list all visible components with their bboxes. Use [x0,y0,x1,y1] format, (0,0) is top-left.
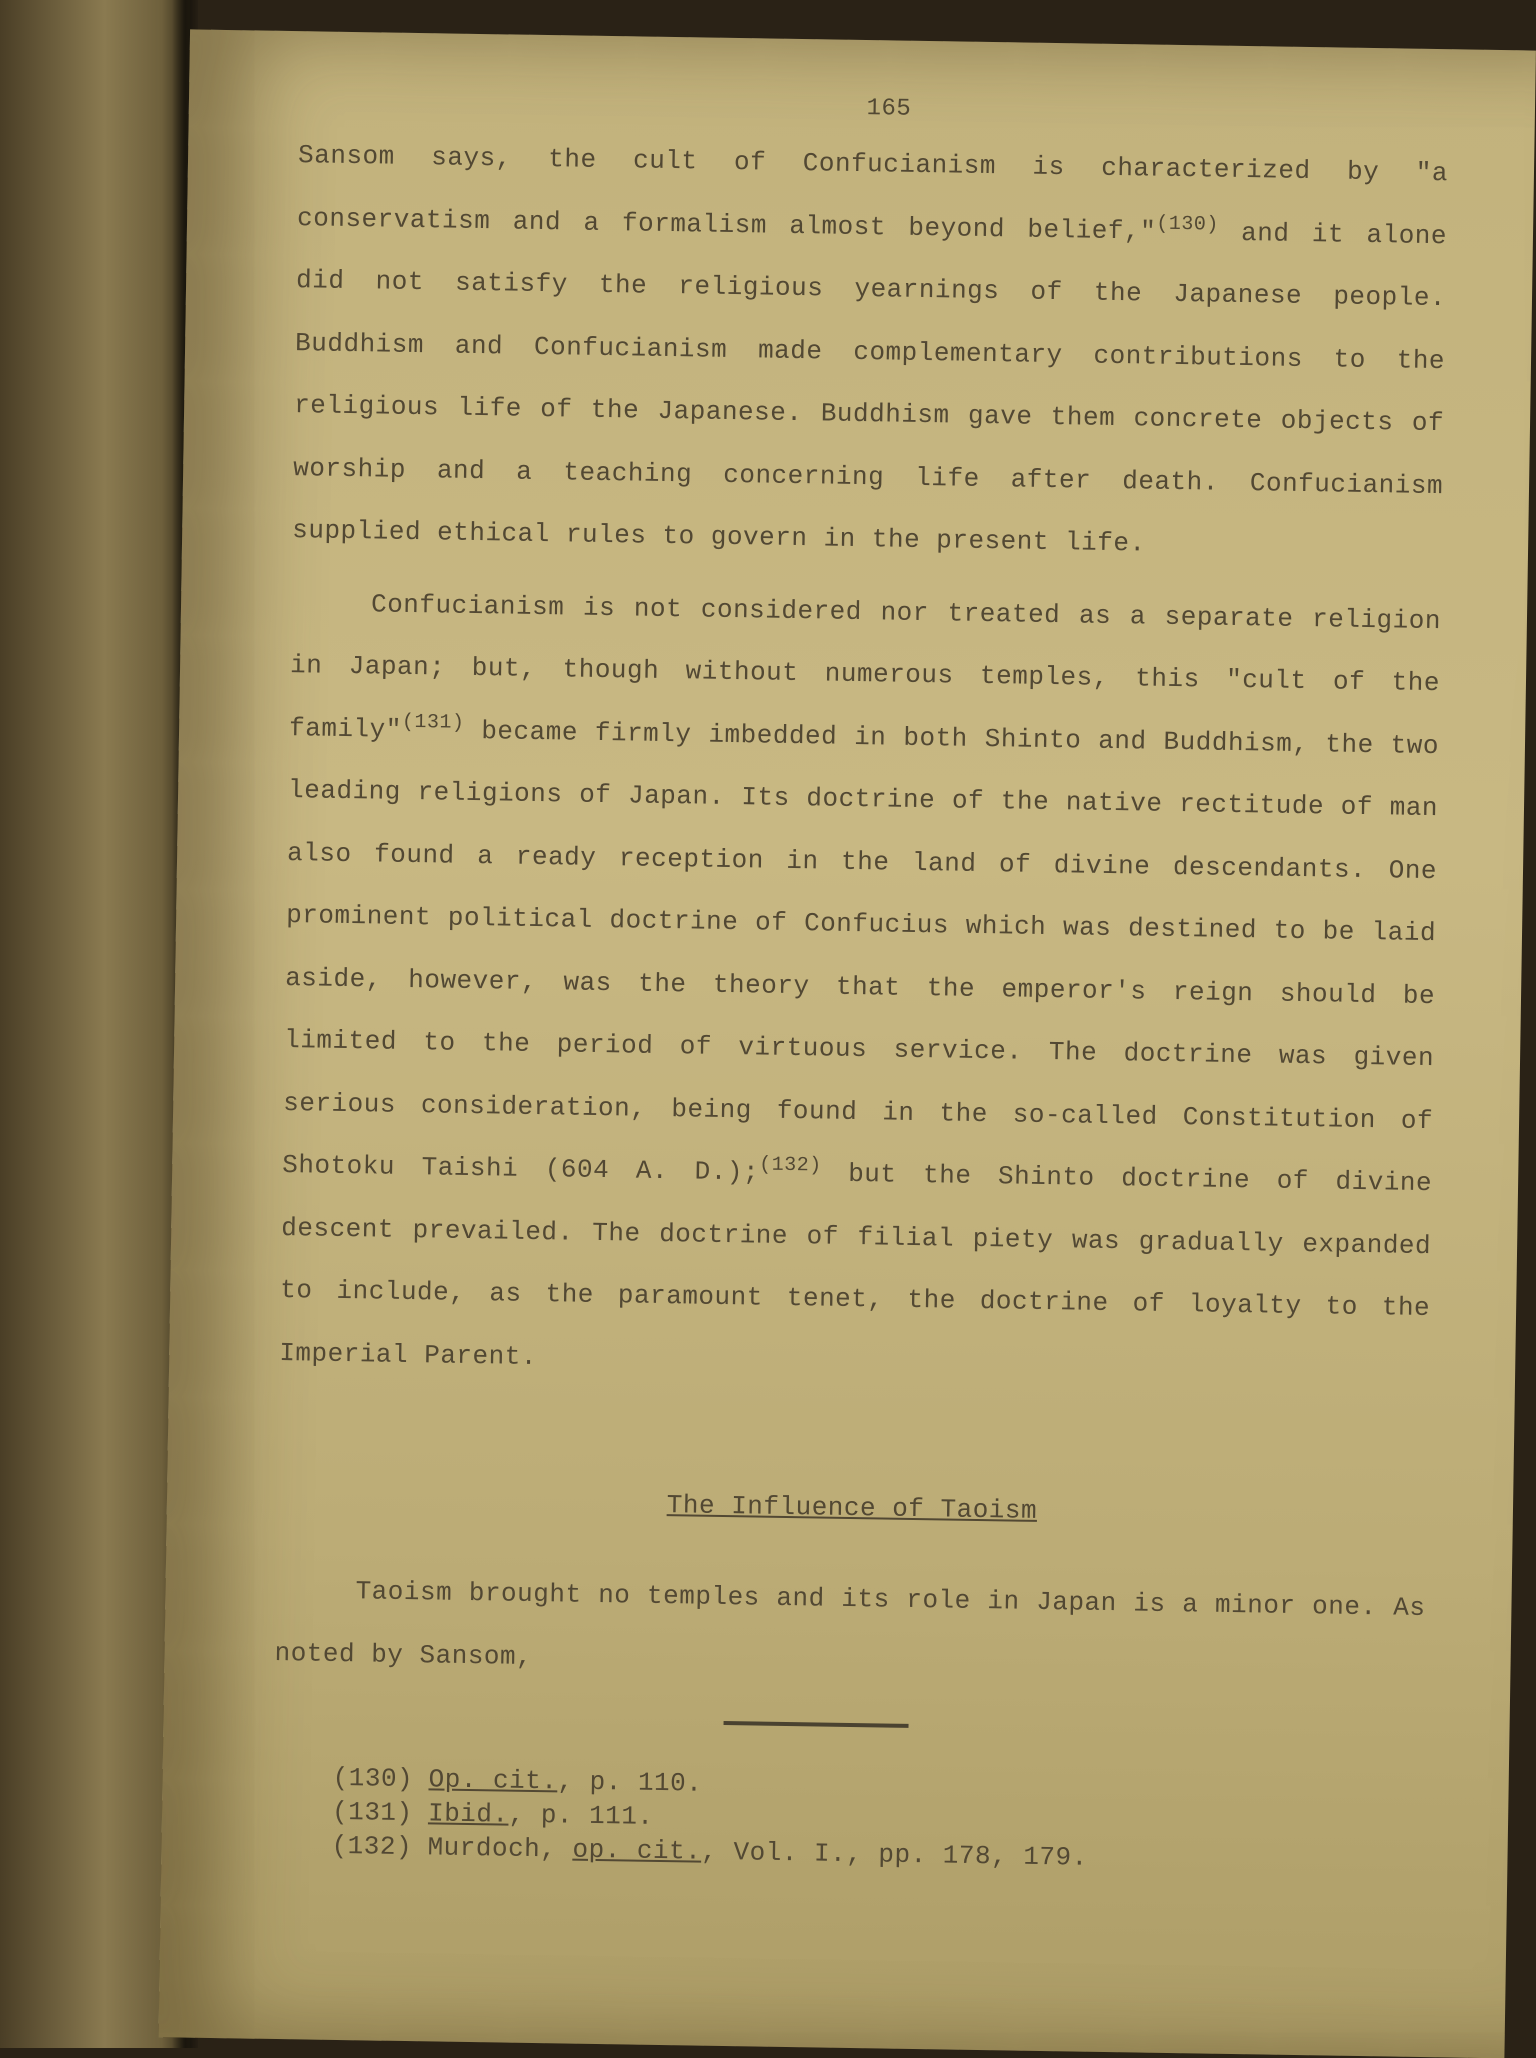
paragraph-1 [292,124,1449,580]
footnote-marker: (131) [331,1796,413,1829]
footnote-ref-132: (132) [758,1153,822,1178]
footnote-ref-130: (130) [1156,212,1220,237]
footnote-rest: , p. 111. [508,1799,654,1832]
footnote-rest: , Vol. I., pp. 178, 179. [701,1836,1088,1873]
p1-text-b: conservatism and a formalism almost beyond belief," [296,202,1157,247]
footnote-rest: , p. 110. [557,1766,703,1799]
document-page [159,29,1536,2058]
facing-page-edge [0,0,190,2048]
footnote-ref-131: (131) [401,710,465,735]
footnote-author: Murdoch, [427,1832,573,1865]
section-heading: The Influence of Taoism [666,1490,1038,1526]
p2-text-b: became firmly imbedded in both Shinto and Buddhism, the two leading religions of Japan. Its doctrine of the native rectitude of man also found a ready reception in the land of divine descendants. One prominent political doctrine of Confucius which was destined to be laid aside, however, was the theory that the emperor's reign should be limited to the period of virtuous service. The doctrine was given serious consideration, being found in the so-called Constitution of Shotoku Taishi (604 A. D.); [282,715,1440,1188]
footnote-ref-text: op. cit. [572,1834,702,1867]
paragraph-3: Taoism brought no temples and its role in Japan is a minor one. As noted by Sansom, [274,1576,1426,1672]
footnote-ref-text: Op. cit. [428,1764,558,1797]
p2-text-c: but the Shinto doctrine of divine descent prevailed. The doctrine of filial piety was gradually expanded to include, as the paramount tenet, the doctrine of loyalty to the Imperial Parent. [279,1158,1433,1372]
footnote-marker: (132) [331,1830,413,1863]
footnote-divider [724,1721,909,1728]
p2-text-a: Confucianism is not considered nor treated as a separate religion in Japan; but, though without numerous temples, this "cult of the family" [288,588,1442,745]
page-text [271,86,1449,1880]
footnotes [331,1761,1422,1880]
p1-text-a: Sansom says, the cult of Confucianism is characterized by "a [297,140,1449,189]
page-number: 165 [866,95,912,123]
footnote-marker: (130) [332,1762,414,1795]
paragraph-2 [279,572,1442,1402]
footnote-ref-text: Ibid. [427,1798,509,1830]
p1-text-c: and it alone did not satisfy the religious yearnings of the Japanese people. Buddhism and Confucianism made complementary contributions to the religious life of the Japanese. Buddhism gave them concrete objects of worship and a teaching concerning life after death. Confucianism supplied ethical rules to govern in the present life. [291,217,1448,559]
